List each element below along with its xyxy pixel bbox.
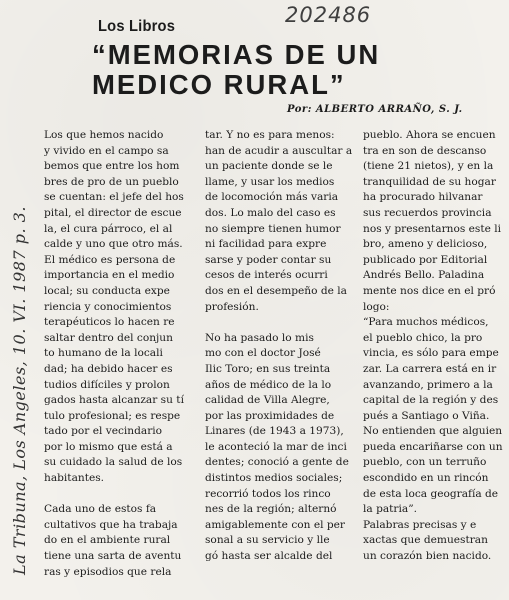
text-line: nos y presentarnos este li: [363, 222, 502, 235]
text-line: nes de la región; alternó: [205, 503, 337, 516]
text-line: vincia, es sólo para empe: [363, 347, 499, 360]
text-line: cesos de interés ocurri: [205, 269, 328, 282]
text-line: de esta loca geografía de: [363, 487, 499, 500]
text-line: tar. Y no es para menos:: [205, 129, 335, 141]
text-line: tra en son de descanso: [363, 144, 487, 157]
text-line: pués a Santiago o Viña.: [363, 409, 490, 422]
text-line: habitantes.: [44, 472, 105, 485]
paragraph-gap: [44, 487, 190, 503]
text-line: pueblo. Ahora se encuen: [363, 129, 496, 141]
text-line: “Para muchos médicos,: [363, 316, 489, 329]
text-line: distintos medios sociales;: [205, 472, 343, 485]
text-line: cultativos que ha trabaja: [44, 518, 178, 531]
paragraph-gap: [205, 315, 353, 331]
article-column-1: [44, 128, 190, 580]
text-line: por las proximidades de: [205, 409, 335, 422]
text-line: su cuidado la salud de los: [44, 456, 183, 469]
text-line: publicado por Editorial: [363, 253, 488, 266]
text-line: sus recuerdos provincia: [363, 206, 492, 219]
text-line: mo con el doctor José: [205, 347, 321, 360]
text-line: han de acudir a auscultar a: [205, 144, 353, 157]
text-line: zar. La carrera está en ir: [363, 362, 497, 375]
text-line: capital de la región y des: [363, 394, 499, 407]
text-line: xactas que demuestran: [363, 534, 488, 547]
text-line: calidad de Villa Alegre,: [205, 394, 330, 407]
text-line: Los que hemos nacido: [44, 129, 164, 141]
text-line: Palabras precisas y e: [363, 518, 477, 531]
text-line: por lo mismo que está a: [44, 440, 173, 453]
text-line: calde y uno que otro más.: [44, 238, 183, 251]
text-line: dos en el desempeño de la: [205, 284, 347, 297]
text-line: amigablemente con el per: [205, 518, 345, 531]
text-line: dos. Lo malo del caso es: [205, 206, 336, 219]
handwritten-archive-number: 202486: [285, 3, 372, 27]
text-line: riencia y conocimientos: [44, 300, 172, 313]
text-line: la, el cura párroco, el al: [44, 222, 173, 235]
text-line: saltar dentro del conjun: [44, 331, 173, 344]
text-line: tado por el vecindario: [44, 425, 163, 438]
text-line: pueblo, con un terruño: [363, 456, 487, 469]
article-column-3: [363, 128, 503, 565]
text-line: sonal a su servicio y lle: [205, 534, 330, 547]
text-line: escondido en un rincón: [363, 472, 489, 485]
text-line: Andrés Bello. Paladina: [363, 269, 485, 282]
text-line: importancia en el medio: [44, 269, 175, 282]
text-line: local; su conducta expe: [44, 284, 170, 297]
text-line: tiene una sarta de aventu: [44, 550, 182, 563]
text-line: y vivido en el campo sa: [44, 144, 169, 157]
text-line: sarse y poder contar su: [205, 253, 332, 266]
text-line: No entienden que alguien: [363, 425, 503, 438]
text-line: gó hasta ser alcalde del: [205, 550, 333, 563]
text-line: un paciente donde se le: [205, 160, 333, 173]
text-line: (tiene 21 nietos), y en la: [363, 160, 494, 173]
text-line: bres de pro de un pueblo: [44, 175, 179, 188]
text-line: bro, ameno y delicioso,: [363, 238, 488, 251]
text-line: tulo profesional; es respe: [44, 409, 181, 422]
text-line: recorrió todos los rinco: [205, 487, 331, 500]
text-line: Linares (de 1943 a 1973),: [205, 425, 344, 438]
text-line: ha procurado hilvanar: [363, 191, 483, 204]
title-line-2: MEDICO RURAL”: [92, 69, 346, 100]
title-line-1: “MEMORIAS DE UN: [92, 39, 381, 70]
text-line: terapéuticos lo hacen re: [44, 316, 175, 329]
text-line: se cuentan: el jefe del hos: [44, 191, 184, 204]
text-line: profesión.: [205, 300, 259, 313]
text-line: llame, y usar los medios: [205, 175, 335, 188]
text-line: logo:: [363, 300, 390, 313]
text-line: El médico es persona de: [44, 253, 176, 266]
byline: Por: ALBERTO ARRAÑO, S. J.: [287, 104, 463, 115]
text-line: No ha pasado lo mis: [205, 331, 314, 344]
text-line: de locomoción más varia: [205, 191, 339, 204]
text-line: no siempre tienen humor: [205, 222, 341, 235]
text-line: un corazón bien nacido.: [363, 550, 492, 563]
text-line: do en el ambiente rural: [44, 534, 171, 547]
text-line: la patria”.: [363, 503, 417, 516]
text-line: Cada uno de estos fa: [44, 503, 157, 516]
text-line: tudios difíciles y prolon: [44, 378, 170, 391]
text-line: dad; ha debido hacer es: [44, 362, 173, 375]
article-column-2: [205, 128, 353, 565]
text-line: avanzando, primero a la: [363, 378, 493, 391]
text-line: dentes; conoció a gente de: [205, 456, 349, 469]
text-line: le aconteció la mar de inci: [205, 440, 347, 453]
article-title: [92, 40, 380, 100]
text-line: bemos que entre los hom: [44, 160, 180, 173]
handwritten-source-note: La Tribuna, Los Angeles, 10. VI. 1987 p. 3.: [10, 206, 29, 575]
text-line: gados hasta alcanzar su tí: [44, 394, 184, 407]
text-line: ni facilidad para expre: [205, 238, 327, 251]
text-line: pital, el director de escue: [44, 206, 182, 219]
section-label: Los Libros: [98, 18, 176, 35]
text-line: el pueblo chico, la pro: [363, 331, 483, 344]
text-line: ras y episodios que rela: [44, 565, 172, 578]
text-line: Ilic Toro; en sus treinta: [205, 362, 331, 375]
text-line: to humano de la locali: [44, 347, 163, 360]
text-line: mente nos dice en el pró: [363, 284, 496, 297]
text-line: años de médico de la lo: [205, 378, 332, 391]
text-line: pueda encariñarse con un: [363, 440, 503, 453]
text-line: tranquilidad de su hogar: [363, 175, 496, 188]
